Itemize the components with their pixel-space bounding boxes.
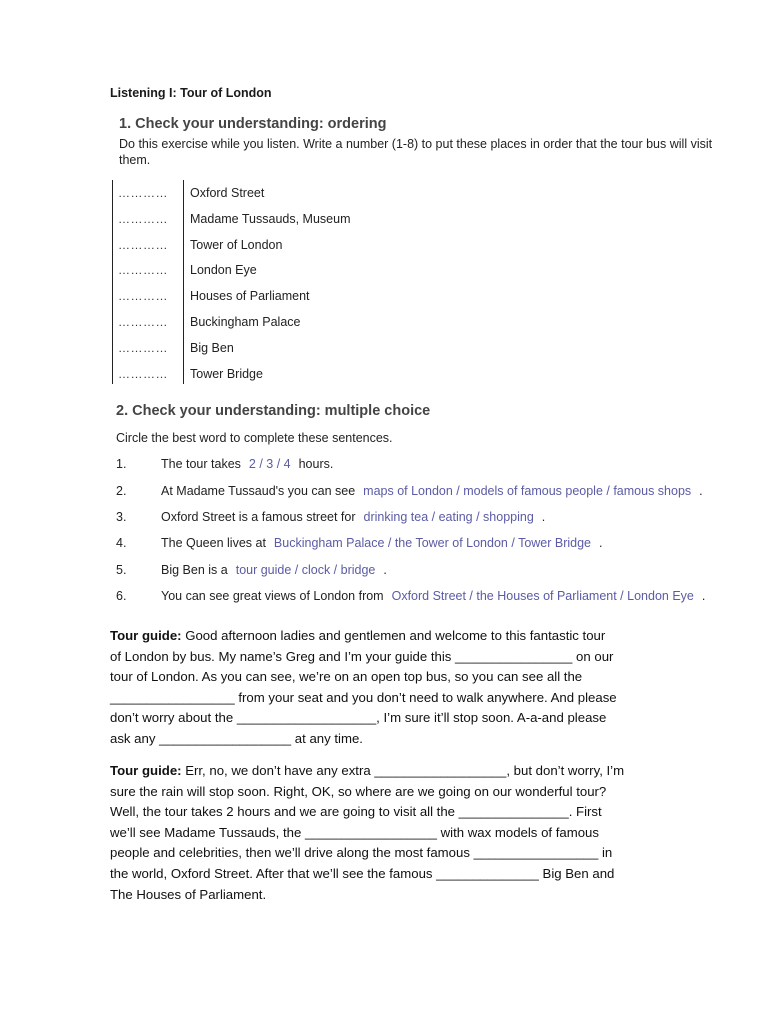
- transcript-paragraph: [110, 761, 670, 905]
- transcript-paragraph: [110, 626, 670, 750]
- question-end: .: [701, 589, 706, 603]
- question-number: 3.: [116, 510, 127, 524]
- transcript-line: tour of London. As you can see, we’re on an open top bus, so you can see all the: [110, 669, 583, 685]
- transcript-line: _________________ from your seat and you don’t need to walk anywhere. And please: [110, 689, 617, 705]
- speaker-label: Tour guide:: [110, 763, 182, 778]
- table-row: [112, 361, 372, 387]
- answer-options[interactable]: drinking tea / eating / shopping: [363, 510, 534, 524]
- document-title: Listening I: Tour of London: [110, 86, 272, 100]
- question-number: 6.: [116, 589, 127, 603]
- table-row: [112, 283, 372, 309]
- transcript-line: Well, the tour takes 2 hours and we are going to visit all the _______________. First: [110, 804, 602, 820]
- place-name: Houses of Parliament: [190, 289, 310, 304]
- mc-question: [116, 484, 703, 498]
- transcript-line: of London by bus. My name’s Greg and I’m your guide this ________________ on our: [110, 648, 614, 664]
- question-stem: The tour takes: [161, 457, 241, 471]
- order-blank[interactable]: …………: [118, 340, 168, 355]
- question-end: .: [541, 510, 546, 524]
- transcript-line: don’t worry about the ___________________, I’m sure it’ll stop soon. A-a-and please: [110, 710, 607, 726]
- question-stem: At Madame Tussaud's you can see: [161, 484, 356, 498]
- answer-options[interactable]: tour guide / clock / bridge: [235, 563, 376, 577]
- order-blank[interactable]: …………: [118, 289, 168, 304]
- place-name: Oxford Street: [190, 186, 265, 200]
- question-stem: You can see great views of London from: [161, 589, 384, 603]
- transcript-line: The Houses of Parliament.: [110, 886, 267, 902]
- answer-options[interactable]: Buckingham Palace / the Tower of London / Tower Bridge: [273, 536, 592, 550]
- answer-options[interactable]: maps of London / models of famous people / famous shops: [363, 484, 692, 498]
- question-stem: Oxford Street is a famous street for: [161, 510, 356, 524]
- order-blank[interactable]: …………: [118, 263, 168, 278]
- order-blank[interactable]: …………: [118, 314, 168, 329]
- table-row: [112, 257, 372, 283]
- place-name: Big Ben: [190, 340, 234, 355]
- section2-heading: 2. Check your understanding: multiple choice: [116, 403, 431, 419]
- mc-question: [116, 563, 387, 577]
- mc-question: [116, 589, 705, 603]
- question-end: .: [599, 536, 603, 550]
- place-name: Madame Tussauds, Museum: [190, 211, 351, 226]
- question-end: .: [699, 484, 703, 498]
- question-end: hours.: [298, 457, 334, 471]
- question-number: 4.: [116, 536, 127, 550]
- section2-instruction: Circle the best word to complete these sentences.: [116, 431, 393, 445]
- order-blank[interactable]: …………: [118, 211, 168, 226]
- question-number: 2.: [116, 484, 127, 498]
- transcript-line: we’ll see Madame Tussauds, the __________________ with wax models of famous: [110, 824, 599, 840]
- question-stem: Big Ben is a: [161, 563, 228, 577]
- transcript-line: sure the rain will stop soon. Right, OK, so where are we going on our wonderful tour?: [110, 783, 607, 799]
- mc-question: [116, 457, 333, 471]
- transcript-line: people and celebrities, then we’ll drive along the most famous _________________ in: [110, 845, 613, 861]
- section1-heading: 1. Check your understanding: ordering: [119, 116, 387, 132]
- table-row: [112, 206, 372, 232]
- section1-instruction: Do this exercise while you listen. Write a number (1-8) to put these places in order that the tour bus will visit them.: [119, 137, 713, 167]
- ordering-table: [112, 180, 372, 386]
- question-stem: The Queen lives at: [161, 536, 266, 550]
- transcript-line: ask any __________________ at any time.: [110, 730, 363, 746]
- table-row: [112, 335, 372, 361]
- mc-question: [116, 536, 603, 550]
- answer-options[interactable]: 2 / 3 / 4: [248, 457, 291, 471]
- place-name: Buckingham Palace: [190, 314, 301, 329]
- question-end: .: [383, 563, 387, 577]
- speaker-label: Tour guide:: [110, 628, 182, 643]
- table-row: [112, 309, 372, 335]
- line-text: Err, no, we don’t have any extra __________________, but don’t worry, I’m: [181, 763, 625, 778]
- question-number: 5.: [116, 563, 127, 577]
- table-row: [112, 232, 372, 258]
- answer-options[interactable]: Oxford Street / the Houses of Parliament / London Eye: [391, 589, 694, 603]
- transcript-line: [110, 761, 670, 782]
- table-row: [112, 180, 372, 206]
- order-blank[interactable]: …………: [118, 366, 168, 381]
- place-name: Tower Bridge: [190, 366, 263, 381]
- question-number: 1.: [116, 457, 127, 471]
- place-name: Tower of London: [190, 237, 283, 252]
- order-blank[interactable]: …………: [118, 237, 168, 252]
- mc-question: [116, 510, 545, 524]
- transcript-line: the world, Oxford Street. After that we’ll see the famous ______________ Big Ben and: [110, 865, 615, 881]
- order-blank[interactable]: …………: [118, 186, 168, 200]
- line-text: Good afternoon ladies and gentlemen and welcome to this fantastic tour: [181, 628, 606, 643]
- place-name: London Eye: [190, 263, 257, 278]
- transcript-line: [110, 626, 670, 647]
